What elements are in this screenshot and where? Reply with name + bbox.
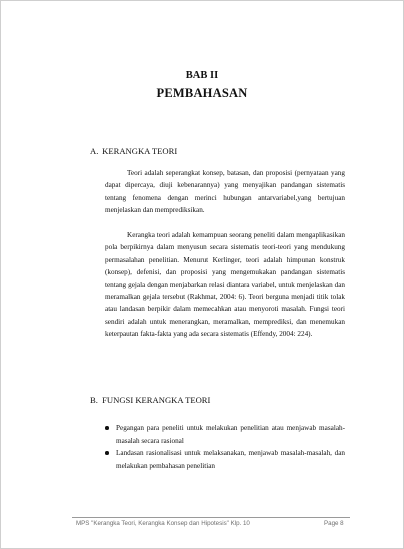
section-a-paragraph-1 [105, 167, 345, 217]
section-a-paragraph-2 [105, 229, 345, 341]
list-item [105, 422, 345, 447]
footer-title: MPS "Kerangka Teori, Kerangka Konsep dan Hipotesis" Klp. 10 [76, 520, 250, 527]
section-b-letter: B. [90, 395, 98, 405]
section-b-title: FUNGSI KERANGKA TEORI [102, 395, 211, 405]
section-a-heading [90, 146, 177, 156]
section-a-title: KERANGKA TEORI [102, 146, 178, 156]
section-b-heading [90, 395, 210, 405]
section-a-letter: A. [90, 146, 99, 156]
page-border-left [0, 0, 1, 549]
page-border-top [0, 0, 404, 1]
list-item [105, 447, 345, 472]
chapter-title: PEMBAHASAN [156, 86, 248, 100]
bullet-icon [105, 451, 109, 455]
bullet-icon [105, 426, 109, 430]
paragraph-text: Kerangka teori adalah kemampuan seorang peneliti dalam mengaplikasikan pola berpikirnya dalam menyusun secara sistematis teori-teori yang mendukung permasalahan penelitian. Menurut Kerlinger, teori adalah himpunan konstruk (konsep), defenisi, dan proposisi yang mengemukakan pandangan sistematis tentang gejala dengan menjabarkan relasi diantara variabel, untuk menjelaskan dan meramalkan gejala tersebut (Rakhmat, 2004: 6). Teori berguna menjadi titik tolak atau landasan berpikir dalam memecahkan atau menyoroti masalah. Fungsi teori sendiri adalah untuk menerangkan, meramalkan, memprediksi, dan menemukan keterpautan fakta-fakta yang ada secara sistematis (Effendy, 2004: 224). [105, 231, 345, 339]
page-number: Page 8 [324, 520, 344, 527]
footer-divider [72, 517, 350, 518]
chapter-number: BAB II [185, 70, 219, 81]
list-item-text: Pegangan para peneliti untuk melakukan penelitian atau menjawab masalah-masalah secara rasional [116, 424, 345, 445]
section-b-bullet-list [105, 422, 345, 472]
paragraph-text: Teori adalah seperangkat konsep, batasan, dan proposisi (pernyataan yang dapat dipercaya, diuji kebenarannya) yang menyajikan pandangan sistematis tentang fenomena dengan merinci hubungan antarvariabel,yang bertujuan menjelaskan dan memprediksikan. [105, 169, 345, 215]
list-item-text: Landasan rasionalisasi untuk melaksanakan, menjawab masalah-masalah, dan melakukan pembahasan penelitian [116, 449, 345, 470]
